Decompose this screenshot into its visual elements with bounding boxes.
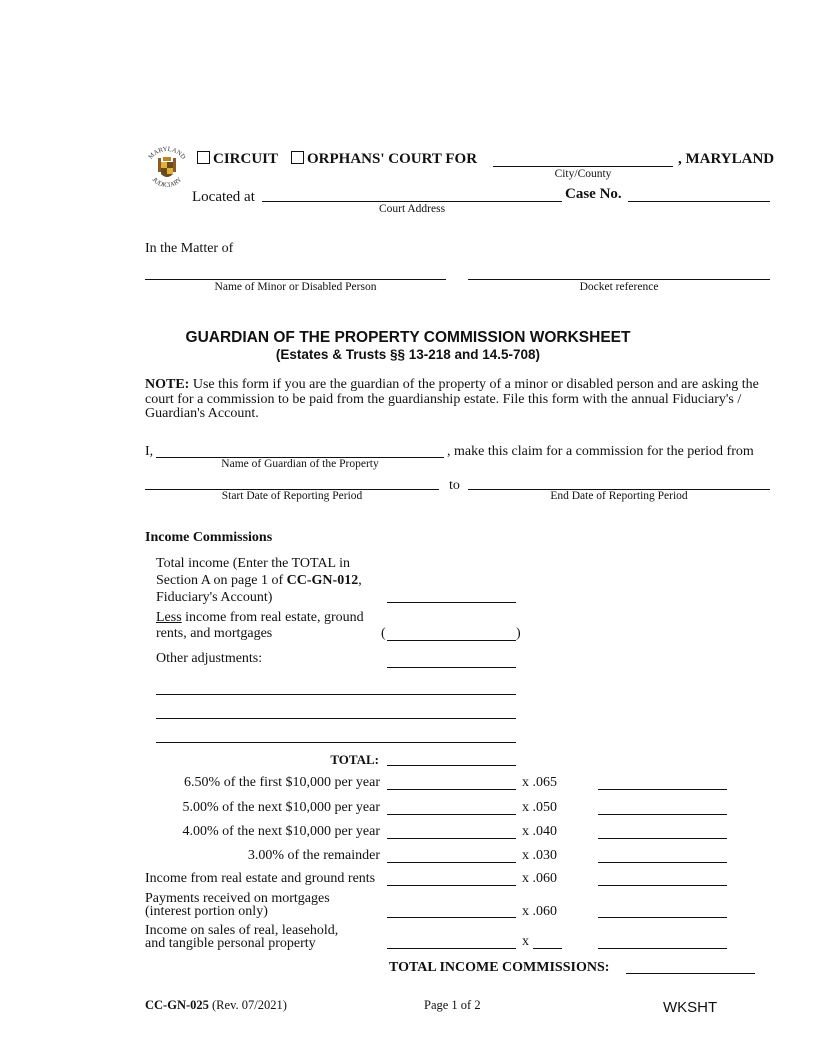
- svg-text:JUDICIARY: [151, 176, 184, 189]
- rate-result-field-2[interactable]: [598, 814, 727, 815]
- rate-label-2: 5.00% of the next $10,000 per year: [182, 800, 380, 815]
- sales-label-1: Income on sales of real, leasehold,: [145, 923, 339, 938]
- rate-factor-1: x .065: [522, 775, 557, 790]
- rate-result-field-3[interactable]: [598, 838, 727, 839]
- form-title: GUARDIAN OF THE PROPERTY COMMISSION WORKSHEET: [185, 329, 631, 346]
- mortgage-amount-field[interactable]: [387, 917, 516, 918]
- paren-open: (: [381, 626, 386, 641]
- maryland-label: , MARYLAND: [678, 151, 775, 167]
- rate-factor-4: x .030: [522, 848, 557, 863]
- note-line-3: Guardian's Account.: [145, 406, 259, 421]
- circuit-court-option[interactable]: CIRCUIT: [197, 151, 278, 167]
- minor-name-field[interactable]: [145, 279, 446, 280]
- income-commissions-heading: Income Commissions: [145, 530, 273, 545]
- total-income-commissions-label: TOTAL INCOME COMMISSIONS:: [389, 960, 610, 975]
- sales-label-2: and tangible personal property: [145, 936, 316, 951]
- sales-rate-field[interactable]: [533, 948, 562, 949]
- mortgage-result-field[interactable]: [598, 917, 727, 918]
- end-date-caption: End Date of Reporting Period: [550, 490, 688, 502]
- less-income-line-1: Less income from real estate, ground: [156, 610, 364, 625]
- minor-name-caption: Name of Minor or Disabled Person: [214, 281, 377, 293]
- mortgage-factor: x .060: [522, 904, 557, 919]
- case-no-field[interactable]: [628, 201, 770, 202]
- rate-result-field-4[interactable]: [598, 862, 727, 863]
- other-adjustments-field[interactable]: [387, 667, 516, 668]
- total-income-line-2: Section A on page 1 of CC-GN-012,: [156, 573, 362, 588]
- form-id: CC-GN-025 (Rev. 07/2021): [145, 998, 287, 1012]
- guardian-name-caption: Name of Guardian of the Property: [221, 458, 379, 470]
- case-no-label: Case No.: [565, 186, 622, 202]
- rate-label-3: 4.00% of the next $10,000 per year: [182, 824, 380, 839]
- mortgage-label-2: (interest portion only): [145, 904, 268, 919]
- less-income-field[interactable]: [387, 640, 516, 641]
- total-income-field[interactable]: [387, 602, 516, 603]
- city-county-field[interactable]: [493, 166, 673, 167]
- real-estate-factor: x .060: [522, 871, 557, 886]
- rate-label-4: 3.00% of the remainder: [247, 848, 380, 863]
- in-the-matter-label: In the Matter of: [145, 241, 234, 256]
- docket-reference-field[interactable]: [468, 279, 770, 280]
- city-county-caption: City/County: [554, 168, 612, 180]
- sales-result-field[interactable]: [598, 948, 727, 949]
- page-number: Page 1 of 2: [424, 998, 481, 1012]
- start-date-caption: Start Date of Reporting Period: [221, 490, 363, 502]
- paren-close: ): [516, 626, 521, 641]
- adjustment-line-1[interactable]: [156, 694, 516, 695]
- sales-amount-field[interactable]: [387, 948, 516, 949]
- seal-bottom-text: JUDICIARY: [150, 176, 184, 189]
- total-field[interactable]: [387, 765, 516, 766]
- to-label: to: [449, 478, 460, 493]
- rate-factor-3: x .040: [522, 824, 557, 839]
- claim-suffix: , make this claim for a commission for the period from: [447, 444, 754, 459]
- total-income-line-3: Fiduciary's Account): [156, 590, 273, 605]
- total-label: TOTAL:: [330, 752, 379, 767]
- less-income-line-2: rents, and mortgages: [156, 626, 273, 641]
- circuit-checkbox[interactable]: [197, 151, 210, 164]
- other-adjustments-label: Other adjustments:: [156, 651, 263, 666]
- rate-factor-2: x .050: [522, 800, 557, 815]
- court-address-field[interactable]: [262, 201, 562, 202]
- total-income-line-1: Total income (Enter the TOTAL in: [156, 556, 350, 571]
- claim-prefix: I,: [145, 444, 154, 459]
- orphans-court-checkbox[interactable]: [291, 151, 304, 164]
- located-at-label: Located at: [192, 189, 255, 205]
- rate-amount-field-4[interactable]: [387, 862, 516, 863]
- note-line-2: court for a commission to be paid from the guardianship estate. File this form with the annual Fiduciary's /: [145, 392, 742, 407]
- rate-label-1: 6.50% of the first $10,000 per year: [184, 775, 380, 790]
- adjustment-line-2[interactable]: [156, 718, 516, 719]
- real-estate-amount-field[interactable]: [387, 885, 516, 886]
- rate-amount-field-1[interactable]: [387, 789, 516, 790]
- rate-amount-field-2[interactable]: [387, 814, 516, 815]
- total-income-commissions-field[interactable]: [626, 973, 755, 974]
- sales-factor: x: [522, 934, 529, 949]
- worksheet-code: WKSHT: [663, 999, 718, 1016]
- orphans-court-option[interactable]: ORPHANS' COURT FOR: [291, 151, 477, 167]
- rate-amount-field-3[interactable]: [387, 838, 516, 839]
- form-subtitle: (Estates & Trusts §§ 13-218 and 14.5-708): [275, 347, 541, 362]
- maryland-judiciary-seal: [142, 144, 192, 198]
- mortgage-label-1: Payments received on mortgages: [145, 891, 330, 906]
- court-address-caption: Court Address: [378, 203, 446, 215]
- note-line-1: NOTE: Use this form if you are the guardian of the property of a minor or disabled person and are asking the: [145, 377, 759, 392]
- real-estate-label: Income from real estate and ground rents: [145, 871, 376, 886]
- rate-result-field-1[interactable]: [598, 789, 727, 790]
- docket-caption: Docket reference: [579, 281, 659, 293]
- adjustment-line-3[interactable]: [156, 742, 516, 743]
- seal-top-text: MARYLAND: [147, 145, 187, 161]
- real-estate-result-field[interactable]: [598, 885, 727, 886]
